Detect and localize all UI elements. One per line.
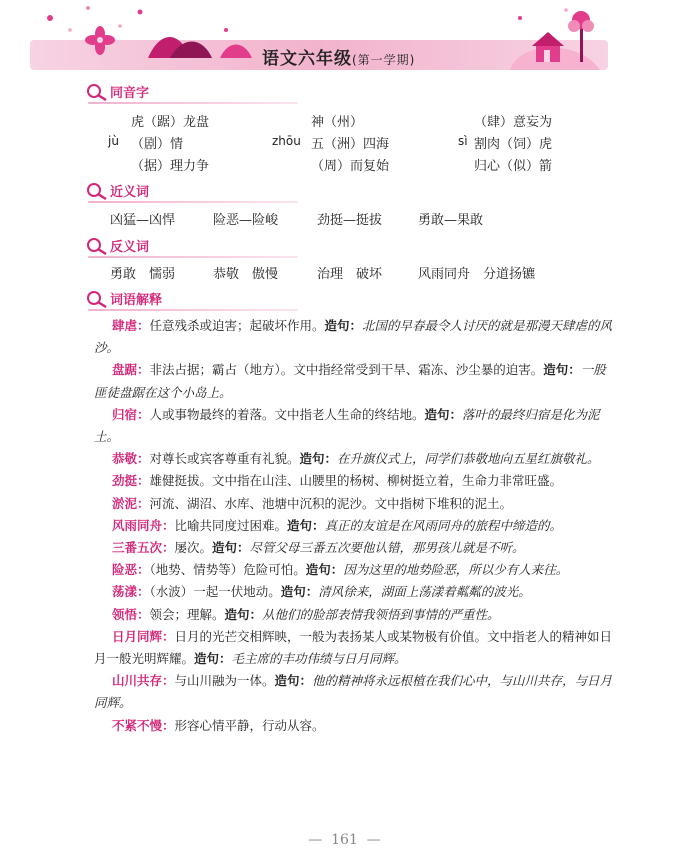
homophone-word: 割肉（饲）虎 <box>474 137 553 152</box>
pinyin-label: zhōu <box>272 134 301 148</box>
definition-text: 屡次。 <box>174 540 213 556</box>
example-sentence: 因为这里的地势险恶，所以少有人来往。 <box>343 562 569 578</box>
section-heading-homophones: 同音字 <box>86 82 149 101</box>
definition-text: （地势、情势等）危险可怕。 <box>149 562 306 578</box>
definition-text: 河流、湖沼、水库、池塘中沉积的泥沙。文中指树下堆积的泥土。 <box>149 495 513 511</box>
definition-entry <box>94 359 614 403</box>
definition-entry <box>94 515 614 537</box>
definition-text: 比喻共同度过困难。 <box>174 517 288 533</box>
example-marker: 造句： <box>305 562 344 578</box>
definition-entry <box>94 559 614 581</box>
example-marker: 造句： <box>274 673 313 689</box>
definition-term: 劲挺： <box>112 473 150 489</box>
homophone-word: 虎（踞）龙盘 <box>131 115 210 130</box>
definition-term: 盘踞： <box>112 362 150 378</box>
definition-term: 三番五次： <box>112 540 175 556</box>
definition-term: 荡漾： <box>112 584 150 600</box>
synonym-pair: 勇敢—果敢 <box>418 213 484 228</box>
section-heading-definitions: 词语解释 <box>86 289 162 308</box>
section-heading-antonyms: 反义词 <box>86 236 149 255</box>
page-footer: — 161 — <box>308 832 381 848</box>
example-sentence: 落叶的最终归宿是化为泥土。 <box>94 406 600 445</box>
definition-text: 非法占据；霸占（地方）。文中指经常受到干旱、霜冻、沙尘暴的迫害。 <box>149 362 544 378</box>
magnifier-icon <box>86 290 108 308</box>
example-marker: 造句： <box>424 406 463 422</box>
definition-entry <box>94 715 614 737</box>
pinyin-label: jù <box>108 134 119 148</box>
synonym-pair: 险恶—险峻 <box>213 213 279 228</box>
example-sentence: 尽管父母三番五次要他认错，那男孩儿就是不听。 <box>249 540 525 556</box>
section-divider <box>88 309 298 311</box>
example-sentence: 一股匪徒盘踞在这个小岛上。 <box>94 362 606 400</box>
section-divider <box>88 201 298 203</box>
homophone-word: （肆）意妄为 <box>474 115 553 130</box>
homophone-word: 神（州） <box>311 115 364 130</box>
example-marker: 造句： <box>543 362 581 378</box>
antonym-pair: 治理 破坏 <box>317 267 383 282</box>
homophone-word: （周）而复始 <box>311 159 390 174</box>
definition-text: 任意残杀或迫害；起破坏作用。 <box>149 318 325 333</box>
definition-text: 人或事物最终的着落。文中指老人生命的终结地。 <box>149 406 425 422</box>
example-marker: 造句： <box>194 651 232 667</box>
page-number: 161 <box>331 832 358 848</box>
definition-entry <box>94 315 614 359</box>
definition-entry <box>94 626 614 670</box>
definition-text: 对尊长或宾客尊重有礼貌。 <box>149 451 300 467</box>
definition-text: 与山川融为一体。 <box>174 673 275 689</box>
synonym-pair: 凶猛—凶悍 <box>110 213 176 228</box>
book-subtitle: (第一学期) <box>352 53 416 67</box>
definition-term: 淤泥： <box>112 495 150 511</box>
definition-entry <box>94 537 614 559</box>
magnifier-icon <box>86 83 108 101</box>
definition-term: 险恶： <box>112 562 150 578</box>
example-marker: 造句： <box>299 451 338 467</box>
definition-text: 形容心情平静，行动从容。 <box>174 717 325 733</box>
example-sentence: 在升旗仪式上，同学们恭敬地向五星红旗敬礼。 <box>337 451 600 467</box>
definition-term: 归宿： <box>112 406 150 422</box>
definition-list <box>94 315 614 737</box>
definition-term: 不紧不慢： <box>112 717 175 733</box>
example-marker: 造句： <box>287 517 325 533</box>
antonym-pair: 勇敢 懦弱 <box>110 267 176 282</box>
definition-text: （水波）一起一伏地动。 <box>149 584 281 600</box>
homophone-word: 归心（似）箭 <box>474 159 553 174</box>
definition-term: 山川共存： <box>112 673 175 689</box>
house-tree-decoration-icon <box>500 0 610 74</box>
book-title: 语文六年级(第一学期) <box>262 49 416 69</box>
flower-decoration-icon <box>30 0 260 72</box>
definition-entry <box>94 493 614 515</box>
definition-term: 风雨同舟： <box>112 517 175 533</box>
example-sentence: 从他们的脸部表情我领悟到事情的严重性。 <box>262 606 500 622</box>
antonym-pair: 风雨同舟 分道扬镳 <box>418 267 536 282</box>
page-header <box>0 0 689 78</box>
example-marker: 造句： <box>224 606 263 622</box>
homophone-word: （剧）情 <box>131 137 184 152</box>
definition-entry <box>94 404 614 448</box>
definition-entry <box>94 448 614 470</box>
definition-term: 领悟： <box>112 606 150 622</box>
example-sentence: 毛主席的丰功伟绩与日月同辉。 <box>231 651 407 667</box>
antonym-pair: 恭敬 傲慢 <box>213 267 279 282</box>
section-heading-synonyms: 近义词 <box>86 181 149 200</box>
homophone-word: 五（洲）四海 <box>311 137 390 152</box>
example-marker: 造句： <box>280 584 319 600</box>
definition-entry <box>94 581 614 603</box>
definition-text: 雄健挺拔。文中指在山洼、山腰里的杨树、柳树挺立着，生命力非常旺盛。 <box>149 473 563 489</box>
section-divider <box>88 256 298 258</box>
definition-text: 领会；理解。 <box>149 606 225 622</box>
definition-term: 肆虐： <box>112 318 150 333</box>
pinyin-label: sì <box>458 134 468 148</box>
example-marker: 造句： <box>212 540 250 556</box>
magnifier-icon <box>86 182 108 200</box>
magnifier-icon <box>86 237 108 255</box>
homophone-word: （据）理力争 <box>131 159 210 174</box>
example-sentence: 他的精神将永远根植在我们心中，与山川共存，与日月同辉。 <box>94 673 613 711</box>
definition-term: 日月同辉： <box>112 628 175 644</box>
definition-entry <box>94 604 614 626</box>
example-sentence: 北国的早春最令人讨厌的就是那漫天肆虐的风沙。 <box>94 318 613 356</box>
definition-entry <box>94 470 614 492</box>
definition-entry <box>94 670 614 714</box>
synonym-pair: 劲挺—挺拔 <box>317 213 383 228</box>
example-sentence: 真正的友谊是在风雨同舟的旅程中缔造的。 <box>324 517 563 533</box>
section-divider <box>88 102 298 104</box>
definition-text: 日月的光芒交相辉映，一般为表扬某人或某物极有价值。文中指老人的精神如日月一般光明辉耀。 <box>94 628 613 667</box>
example-sentence: 清风徐来，湖面上荡漾着粼粼的波光。 <box>318 584 531 600</box>
example-marker: 造句： <box>324 318 363 333</box>
definition-term: 恭敬： <box>112 451 150 467</box>
